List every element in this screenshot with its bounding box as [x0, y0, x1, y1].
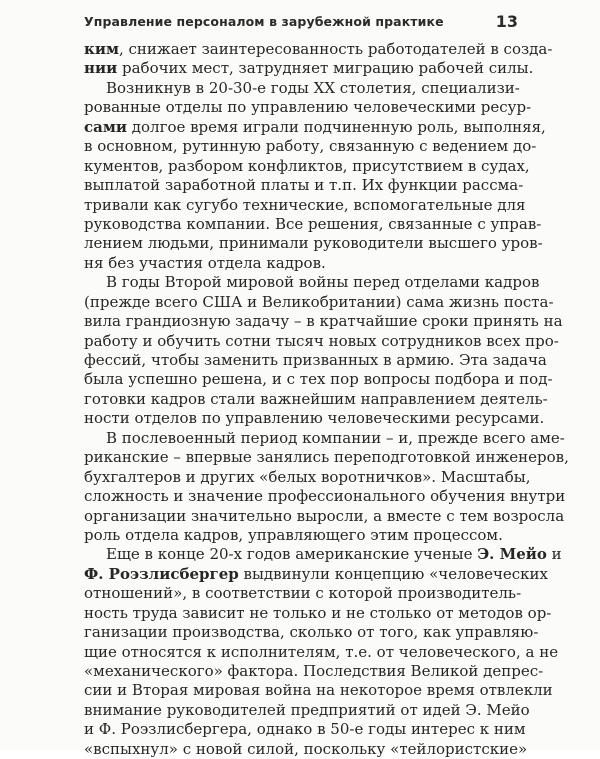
- text-line: [84, 681, 553, 700]
- text-segment: ность труда зависит не только и не столько от методов ор-: [84, 603, 552, 622]
- text-segment: была успешно решена, и с тех пор вопросы подбора и под-: [84, 370, 553, 389]
- text-line: [84, 389, 548, 409]
- text-segment: вила грандиозную задачу – в кратчайшие сроки принять на: [84, 312, 563, 331]
- text-line: [84, 370, 553, 389]
- bold-text: нии: [84, 59, 118, 78]
- text-line: [84, 156, 530, 176]
- text-segment: руководства компании. Все решения, связанные с управ-: [84, 214, 542, 233]
- text-line: [84, 662, 544, 681]
- text-line: [84, 720, 526, 739]
- text-segment: рабочих мест, затрудняет миграцию рабочей силы.: [117, 59, 534, 78]
- text-segment: «механического» фактора. Последствия Великой депрес-: [84, 662, 544, 680]
- text-segment: отношений», в соответствии с которой производитель-: [84, 584, 522, 603]
- text-segment: Еще в конце 20-х годов американские ученые: [106, 545, 478, 564]
- text-line: [84, 487, 566, 506]
- text-segment: лением людьми, принимали руководители высшего уров-: [84, 234, 543, 253]
- text-line: [84, 545, 562, 564]
- paragraph: [84, 78, 546, 273]
- text-line: [84, 117, 546, 137]
- text-line: [84, 603, 552, 623]
- text-segment: Возникнув в 20-30-е годы XX столетия, специализи-: [106, 78, 520, 97]
- page-number: 13: [495, 12, 518, 31]
- text-line: [84, 176, 524, 195]
- text-segment: ня без участия отдела кадров.: [84, 253, 326, 272]
- text-segment: фессий, чтобы заменить призванных в армию. Эта задача: [84, 351, 547, 369]
- text-segment: сложность и значение профессионального обучения внутри: [84, 487, 566, 506]
- text-line: [84, 98, 532, 117]
- text-segment: (прежде всего США и Великобритании) сама жизнь поста-: [84, 292, 554, 311]
- body-text: [84, 40, 569, 759]
- text-line: [84, 254, 517, 273]
- text-line: [84, 428, 565, 448]
- text-segment: «вспыхнул» с новой силой, поскольку «тейлористские»: [84, 739, 528, 758]
- text-line: [84, 584, 522, 603]
- text-line: [84, 59, 534, 78]
- text-segment: и: [546, 545, 562, 564]
- text-line: [84, 40, 553, 59]
- paragraph: [84, 428, 569, 546]
- text-segment: выдвинули концепцию «человеческих: [238, 564, 548, 583]
- text-segment: кументов, разбором конфликтов, присутствием в судах,: [84, 156, 530, 175]
- text-segment: в основном, рутинную работу, связанную с ведением до-: [84, 137, 537, 156]
- text-line: [84, 467, 531, 487]
- text-line: [84, 195, 526, 215]
- text-line: [84, 506, 565, 526]
- bold-text: ким: [84, 40, 119, 58]
- text-segment: выплатой заработной платы и т.п. Их функции рассма-: [84, 176, 524, 195]
- text-line: [84, 739, 528, 759]
- text-line: [84, 623, 539, 642]
- text-segment: роль отдела кадров, управляющего этим процессом.: [84, 525, 503, 544]
- running-head: Управление персоналом в зарубежной практике: [84, 14, 444, 29]
- text-line: [84, 409, 545, 428]
- text-segment: работу и обучить сотни тысяч новых сотрудников всех про-: [84, 331, 559, 350]
- bold-text: сами: [84, 117, 128, 136]
- text-segment: организации значительно выросли, а вместе с тем возросла: [84, 506, 565, 525]
- text-line: [84, 78, 520, 98]
- text-line: [84, 234, 543, 253]
- text-segment: и Ф. Роэзлисбергера, однако в 50-е годы интерес к ним: [84, 720, 526, 739]
- text-line: [84, 137, 537, 156]
- text-segment: риканские – впервые занялись переподготовкой инженеров,: [84, 448, 569, 467]
- text-segment: , снижает заинтересованность работодателей в созда-: [119, 40, 553, 58]
- text-segment: внимание руководителей предприятий от идей Э. Мейо: [84, 700, 530, 719]
- text-segment: рованные отделы по управлению человеческими ресур-: [84, 98, 532, 117]
- text-segment: тривали как сугубо технические, вспомогательные для: [84, 195, 526, 214]
- paragraph: [84, 273, 563, 429]
- bold-text: Э. Мейо: [477, 545, 547, 564]
- text-line: [84, 448, 569, 467]
- text-segment: В годы Второй мировой войны перед отделами кадров: [106, 273, 540, 292]
- paragraph: [84, 40, 553, 79]
- text-line: [84, 526, 517, 545]
- text-segment: сии и Вторая мировая война на некоторое время отвлекли: [84, 681, 553, 700]
- text-segment: В послевоенный период компании – и, прежде всего аме-: [106, 428, 565, 447]
- text-segment: бухгалтеров и других «белых воротничков». Масштабы,: [84, 467, 531, 486]
- text-segment: готовки кадров стали важнейшим направлением деятель-: [84, 389, 548, 408]
- paragraph: [84, 545, 562, 759]
- text-line: [84, 312, 563, 331]
- text-line: [84, 273, 540, 292]
- text-line: [84, 331, 559, 351]
- text-segment: щие относятся к исполнителям, т.е. от человеческого, а не: [84, 642, 559, 661]
- bold-text: Ф. Роэзлисбергер: [84, 564, 239, 583]
- text-line: [84, 351, 547, 370]
- text-line: [84, 214, 542, 234]
- text-segment: долгое время играли подчиненную роль, выполняя,: [127, 117, 546, 136]
- text-line: [84, 564, 548, 584]
- text-segment: ности отделов по управлению человеческими ресурсами.: [84, 409, 545, 428]
- text-line: [84, 642, 559, 662]
- text-line: [84, 700, 530, 720]
- text-segment: ганизации производства, сколько от того, как управляю-: [84, 623, 539, 642]
- text-line: [84, 292, 554, 312]
